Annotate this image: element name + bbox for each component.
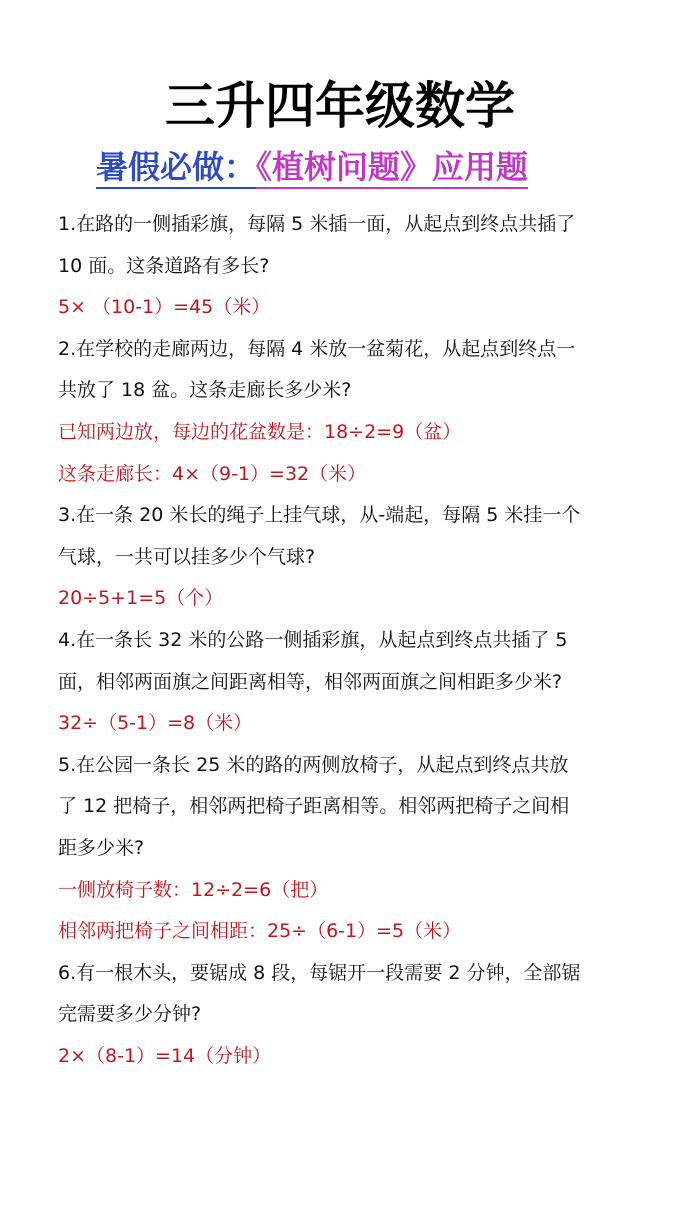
problem-4 <box>58 620 628 745</box>
question-line: 2.在学校的走廊两边，每隔 4 米放一盆菊花，从起点到终点一 <box>58 337 576 360</box>
question-line: 完需要多少分钟? <box>58 1003 202 1026</box>
answer-line: 已知两边放，每边的花盆数是：18÷2=9（盆） <box>58 420 462 443</box>
page-subtitle <box>96 146 528 188</box>
answer-line: 相邻两把椅子之间相距：25÷（6-1）=5（米） <box>58 920 462 943</box>
answer-line: 这条走廊长：4×（9-1）=32（米） <box>58 462 367 485</box>
subtitle-topic: 《植树问题》应用题 <box>256 148 528 189</box>
question-line: 5.在公园一条长 25 米的路的两侧放椅子，从起点到终点共放 <box>58 753 569 776</box>
problem-3 <box>58 495 628 620</box>
question-line: 共放了 18 盆。这条走廊长多少米? <box>58 379 352 402</box>
problem-6 <box>58 953 628 1078</box>
answer-line: 20÷5+1=5（个） <box>58 587 224 610</box>
question-line: 1.在路的一侧插彩旗，每隔 5 米插一面，从起点到终点共插了 <box>58 213 576 235</box>
question-line: 距多少米? <box>58 836 145 859</box>
answer-line: 32÷（5-1）=8（米） <box>58 712 253 735</box>
problem-5 <box>58 745 628 953</box>
question-line: 面，相邻两面旗之间距离相等，相邻两面旗之间相距多少米? <box>58 670 563 693</box>
question-line: 10 面。这条道路有多长? <box>58 254 270 277</box>
question-line: 3.在一条 20 米长的绳子上挂气球，从-端起，每隔 5 米挂一个 <box>58 504 581 527</box>
subtitle-prefix: 暑假必做： <box>96 148 256 189</box>
problem-list <box>58 204 628 1077</box>
question-line: 6.有一根木头，要锯成 8 段，每锯开一段需要 2 分钟，全部锯 <box>58 961 581 984</box>
question-line: 了 12 把椅子，相邻两把椅子距离相等。相邻两把椅子之间相 <box>58 795 570 818</box>
answer-line: 2×（8-1）=14（分钟） <box>58 1044 272 1067</box>
answer-line: 一侧放椅子数：12÷2=6（把） <box>58 878 329 901</box>
problem-1 <box>58 204 628 329</box>
answer-line: 5× （10-1）=45（米） <box>58 296 271 319</box>
problem-2 <box>58 329 628 495</box>
question-line: 气球，一共可以挂多少个气球? <box>58 545 316 568</box>
page-title: 三升四年级数学 <box>165 76 515 135</box>
question-line: 4.在一条长 32 米的公路一侧插彩旗，从起点到终点共插了 5 <box>58 628 568 651</box>
